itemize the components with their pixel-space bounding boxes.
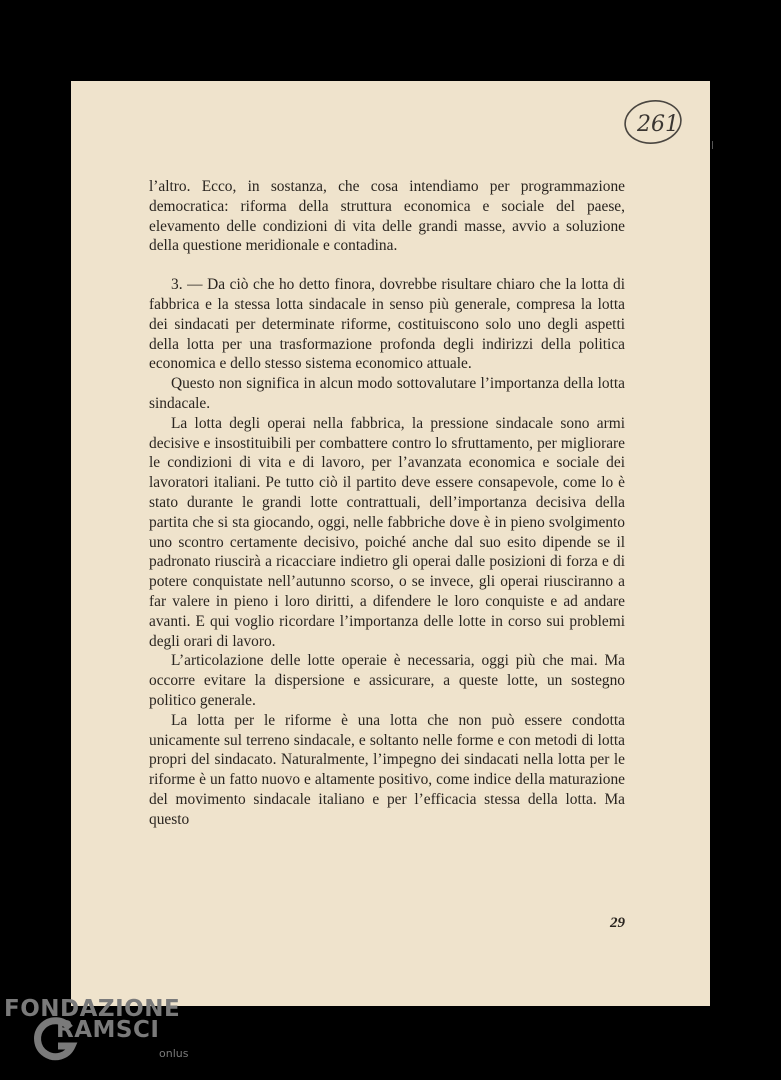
body-text (149, 177, 625, 830)
pencil-mark (712, 141, 713, 149)
watermark-logo (4, 996, 190, 1066)
archive-stamp-number: 261 (637, 112, 679, 137)
watermark-suffix: onlus (159, 1047, 189, 1060)
document-page (71, 81, 710, 1006)
paragraph: Questo non significa in alcun modo sottovalutare l’importanza della lotta sindacale. (149, 375, 625, 412)
paragraph: La lotta degli operai nella fabbrica, la pressione sindacale sono armi decisive e insostituibili per combattere contro lo sfruttamento, per migliorare le condizioni di vita e di lavoro, per l’avanzata economica e sociale dei lavoratori italiani. Pe tutto ciò il partito deve essere consapevole, come lo è stato durante le grandi lotte contrattuali, dell’importanza decisiva della partita che si sta giocando, oggi, nelle fabbriche dove è in pieno svolgimento uno scontro certamente decisivo, poiché anche dal suo esito dipende se il padronato riuscirà a ricacciare indietro gli operai dalle posizioni di forza e di potere conquistate nell’autunno scorso, o se invece, gli operai riusciranno a far valere in pieno i loro diritti, a difendere le loro conquiste e ad andare avanti. E qui voglio ricordare l’importanza delle lotte in corso sui problemi degli orari di lavoro. (149, 414, 625, 650)
page-number: 29 (610, 915, 625, 931)
paragraph: 3. — Da ciò che ho detto finora, dovrebbe risultare chiaro che la lotta di fabbrica e la stessa lotta sindacale in senso più generale, compresa la lotta dei sindacati per determinate riforme, costituiscono solo uno degli aspetti della lotta per una trasformazione profonda degli indirizzi della politica economica e dello stesso sistema economico attuale. (149, 276, 625, 373)
paragraph: l’altro. Ecco, in sostanza, che cosa intendiamo per programmazione democratica: riforma della struttura economica e sociale del paese, elevamento delle condizioni di vita delle grandi masse, avvio a soluzione della questione meridionale e contadina. (149, 178, 625, 255)
archive-stamp (619, 94, 689, 149)
watermark-line1: FONDAZIONE (4, 996, 181, 1022)
watermark-line2: RAMSCI (56, 1017, 160, 1043)
paragraph: L’articolazione delle lotte operaie è necessaria, oggi più che mai. Ma occorre evitare la dispersione e assicurare, a queste lotte, un sostegno politico generale. (149, 652, 625, 709)
paragraph: La lotta per le riforme è una lotta che non può essere condotta unicamente sul terreno sindacale, e soltanto nelle forme e con metodi di lotta propri del sindacato. Naturalmente, l’impegno dei sindacati nella lotta per le riforme è un fatto nuovo e altamente positivo, come indice della maturazione del movimento sindacale italiano e per l’efficacia stessa della lotta. Ma questo (149, 711, 625, 828)
